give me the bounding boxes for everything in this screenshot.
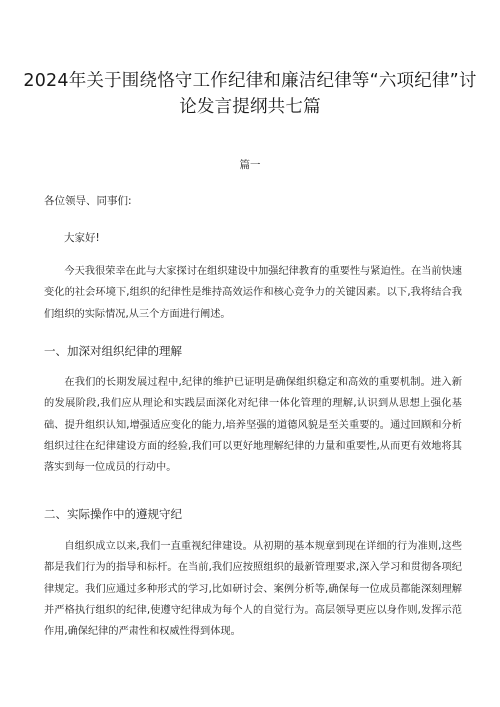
document-title: 2024年关于围绕恪守工作纪律和廉洁纪律等“六项纪律”讨论发言提纲共七篇 [23,71,477,117]
section-heading-2: 二、实际操作中的遵规守纪 [44,507,182,521]
salutation: 各位领导、同事们: [44,195,132,207]
greeting: 大家好! [64,232,100,244]
intro-paragraph: 今天我很荣幸在此与大家探讨在组织建设中加强纪律教育的重要性与紧迫性。在当前快速变化的社会环境下,组织的纪律性是维持高效运作和核心竞争力的关键因素。以下,我将结合我们组织的实际情况,从三个方面进行阐述。 [44,266,462,320]
paragraph-1: 在我们的长期发展过程中,纪律的维护已证明是确保组织稳定和高效的重要机制。进入新的发展阶段,我们应从理论和实践层面深化对纪律一体化管理的理解,认识到从思想上强化基础、提升组织认知,增强适应变化的能力,培养坚强的道德风貌是至关重要的。通过回顾和分析组织过往在纪律建设方面的经验,我们可以更好地理解纪律的力量和重要性,从而更有效地将其落实到每一位成员的行动中。 [44,377,462,474]
paragraph-2: 自组织成立以来,我们一直重视纪律建设。从初期的基本规章到现在详细的行为准则,这些都是我们行为的指导和标杆。在当前,我们应按照组织的最新管理要求,深入学习和贯彻各项纪律规定。我们应通过多种形式的学习,比如研讨会、案例分析等,确保每一位成员都能深刻理解并严格执行组织的纪律,使遵守纪律成为每个人的自觉行为。高层领导更应以身作则,发挥示范作用,确保纪律的严肃性和权威性得到体现。 [44,541,462,638]
section-heading-1: 一、加深对组织纪律的理解 [44,344,182,358]
section-mark: 篇一 [239,159,261,171]
